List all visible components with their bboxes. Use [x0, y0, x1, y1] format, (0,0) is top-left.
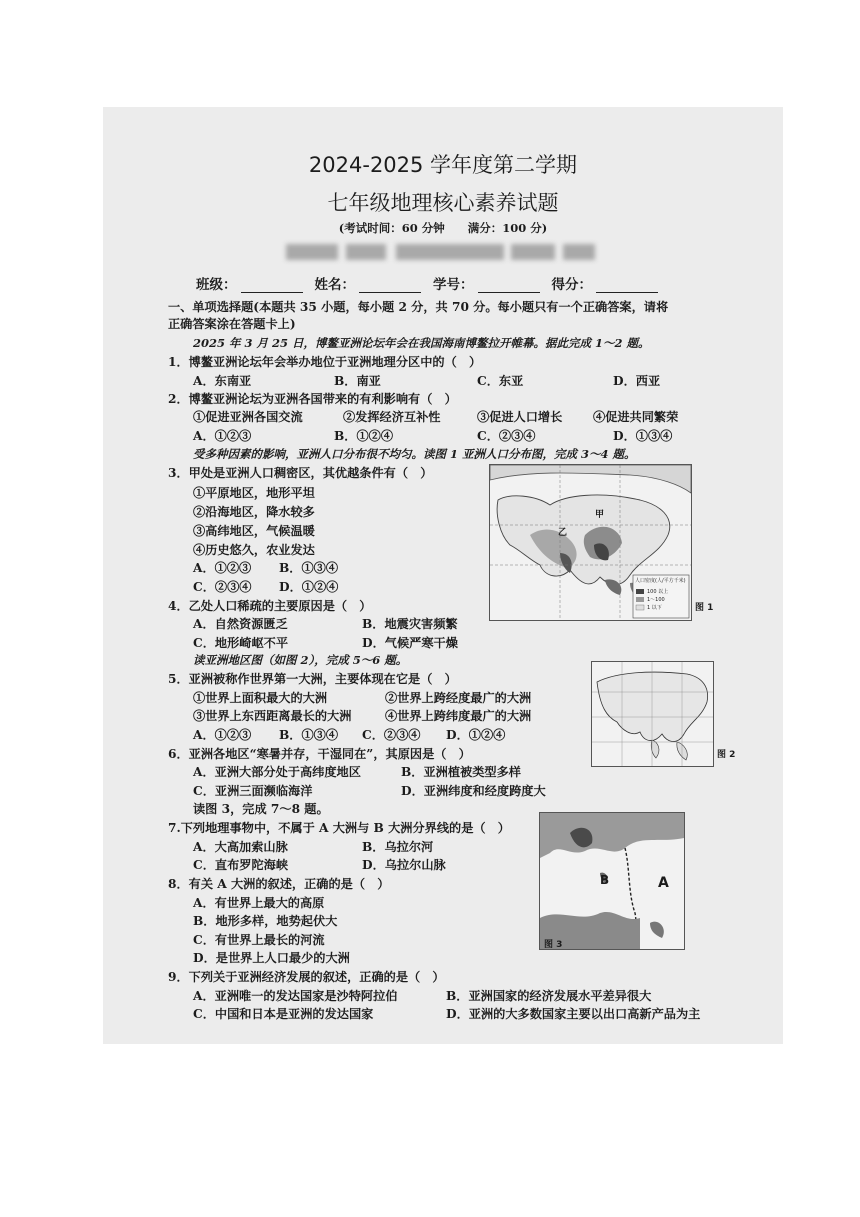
question-stem: 5．亚洲被称作世界第一大洲，主要体现在它是（ ） [168, 672, 457, 686]
section-heading: 一、单项选择题(本题共 35 小题，每小题 2 分，共 70 分。每小题只有一个正确答案，请将 [168, 300, 669, 314]
option[interactable]: A．大高加索山脉 [193, 840, 288, 854]
question-stem: 9．下列关于亚洲经济发展的叙述，正确的是（ ） [168, 970, 445, 984]
name-label: 姓名： [314, 277, 355, 293]
option[interactable]: A．①②③ [193, 429, 252, 443]
figure-caption: 图 3 [544, 940, 563, 950]
name-field[interactable] [359, 277, 421, 293]
option[interactable]: A．亚洲大部分处于高纬度地区 [193, 765, 361, 779]
option[interactable]: C．②③④ [193, 580, 252, 594]
legend-item: 1～100 [647, 597, 665, 603]
option[interactable]: C．直布罗陀海峡 [193, 858, 289, 872]
option[interactable]: C．地形崎岖不平 [193, 636, 289, 650]
map-label-jia: 甲 [595, 510, 605, 520]
asia-population-map [489, 464, 692, 621]
option[interactable]: A．①②③ [193, 728, 252, 742]
option[interactable]: B．地震灾害频繁 [362, 617, 458, 631]
option[interactable]: A．自然资源匮乏 [193, 617, 288, 631]
option[interactable]: B．地形多样，地势起伏大 [193, 914, 338, 928]
option[interactable]: B．亚洲植被类型多样 [401, 765, 521, 779]
option[interactable]: B．乌拉尔河 [362, 840, 434, 854]
statement: ④促进共同繁荣 [593, 410, 679, 424]
option[interactable]: B．①②④ [334, 429, 394, 443]
option[interactable]: B．南亚 [334, 374, 381, 388]
statement: ②沿海地区，降水较多 [193, 505, 315, 519]
option[interactable]: D．①③④ [613, 429, 673, 443]
legend-title: 人口密度(人/平方千米) [635, 578, 686, 584]
option[interactable]: B．①③④ [279, 728, 339, 742]
option[interactable]: D．西亚 [613, 374, 661, 388]
question-stem: 1．博鳌亚洲论坛年会举办地位于亚洲地理分区中的（ ） [168, 355, 482, 369]
question-stem: 7.下列地理事物中，不属于 A 大洲与 B 大洲分界线的是（ ） [168, 821, 510, 835]
student-info-fields [196, 273, 670, 293]
statement: ①平原地区，地形平坦 [193, 486, 315, 500]
option[interactable]: D．气候严寒干燥 [362, 636, 458, 650]
option[interactable]: D．是世界上人口最少的大洲 [193, 951, 350, 965]
exam-paper [103, 107, 783, 1044]
option[interactable]: C．中国和日本是亚洲的发达国家 [193, 1007, 374, 1021]
statement: ②发挥经济互补性 [343, 410, 441, 424]
option[interactable]: B．亚洲国家的经济发展水平差异很大 [446, 989, 652, 1003]
statement: ①促进亚洲各国交流 [193, 410, 303, 424]
class-label: 班级： [196, 277, 237, 293]
question-stem: 4．乙处人口稀疏的主要原因是（ ） [168, 599, 372, 613]
statement: ③促进人口增长 [477, 410, 563, 424]
statement: ②世界上跨经度最广的大洲 [385, 691, 532, 705]
legend-item: 1 以下 [647, 605, 662, 611]
question-stem: 6．亚洲各地区“寒暑并存，干湿同在”，其原因是（ ） [168, 747, 471, 761]
statement: ③高纬地区，气候温暖 [193, 524, 315, 538]
statement: ④世界上跨纬度最广的大洲 [385, 709, 532, 723]
map-label-b: B [600, 873, 610, 887]
figure-caption: 图 2 [717, 750, 736, 760]
option[interactable]: D．乌拉尔山脉 [362, 858, 446, 872]
passage-intro: 2025 年 3 月 25 日，博鳌亚洲论坛年会在我国海南博鳌拉开帷幕。据此完成 1～2 题。 [193, 336, 650, 350]
exam-title-line1: 2024-2025 学年度第二学期 [308, 153, 578, 177]
redacted-text [396, 244, 504, 260]
option[interactable]: B．①③④ [279, 561, 339, 575]
map-label-a: A [658, 875, 669, 891]
europe-asia-map [539, 812, 685, 950]
question-stem: 3．甲处是亚洲人口稠密区，其优越条件有（ ） [168, 466, 433, 480]
asia-region-map [591, 661, 714, 767]
section-heading-cont: 正确答案涂在答题卡上) [168, 317, 296, 331]
redacted-text [511, 244, 555, 260]
redacted-text [346, 244, 386, 260]
region-map-drawing [592, 662, 713, 766]
statement: ④历史悠久，农业发达 [193, 543, 315, 557]
legend-item: 100 以上 [647, 589, 669, 595]
passage-intro: 读图 3，完成 7～8 题。 [193, 802, 329, 816]
score-label: 得分： [551, 277, 592, 293]
option[interactable]: D．亚洲的大多数国家主要以出口高新产品为主 [446, 1007, 701, 1021]
option[interactable]: C．②③④ [477, 429, 536, 443]
map-label-yi: 乙 [558, 528, 568, 538]
class-field[interactable] [241, 277, 303, 293]
option[interactable]: D．亚洲纬度和经度跨度大 [401, 784, 546, 798]
question-stem: 2．博鳌亚洲论坛为亚洲各国带来的有利影响有（ ） [168, 392, 457, 406]
score-field[interactable] [596, 277, 658, 293]
option[interactable]: C．亚洲三面濒临海洋 [193, 784, 313, 798]
option[interactable]: A．东南亚 [193, 374, 252, 388]
id-label: 学号： [433, 277, 474, 293]
exam-title-line2: 七年级地理核心素养试题 [327, 191, 559, 215]
option[interactable]: C．②③④ [362, 728, 421, 742]
statement: ③世界上东西距离最长的大洲 [193, 709, 352, 723]
option[interactable]: C．有世界上最长的河流 [193, 933, 325, 947]
exam-info: (考试时间：60 分钟 满分：100 分) [338, 221, 548, 235]
question-stem: 8．有关 A 大洲的叙述，正确的是（ ） [168, 877, 390, 891]
statement: ①世界上面积最大的大洲 [193, 691, 328, 705]
option[interactable]: C．东亚 [477, 374, 524, 388]
passage-intro: 读亚洲地区图（如图 2），完成 5～6 题。 [193, 653, 408, 667]
option[interactable]: D．①②④ [446, 728, 506, 742]
option[interactable]: A．亚洲唯一的发达国家是沙特阿拉伯 [193, 989, 398, 1003]
option[interactable]: A．有世界上最大的高原 [193, 896, 325, 910]
redacted-text [563, 244, 595, 260]
id-field[interactable] [478, 277, 540, 293]
passage-intro: 受多种因素的影响，亚洲人口分布很不均匀。读图 1 亚洲人口分布图，完成 3～4 题。 [193, 447, 636, 461]
option[interactable]: D．①②④ [279, 580, 339, 594]
redacted-text [286, 244, 338, 260]
figure-caption: 图 1 [695, 603, 714, 613]
option[interactable]: A．①②③ [193, 561, 252, 575]
